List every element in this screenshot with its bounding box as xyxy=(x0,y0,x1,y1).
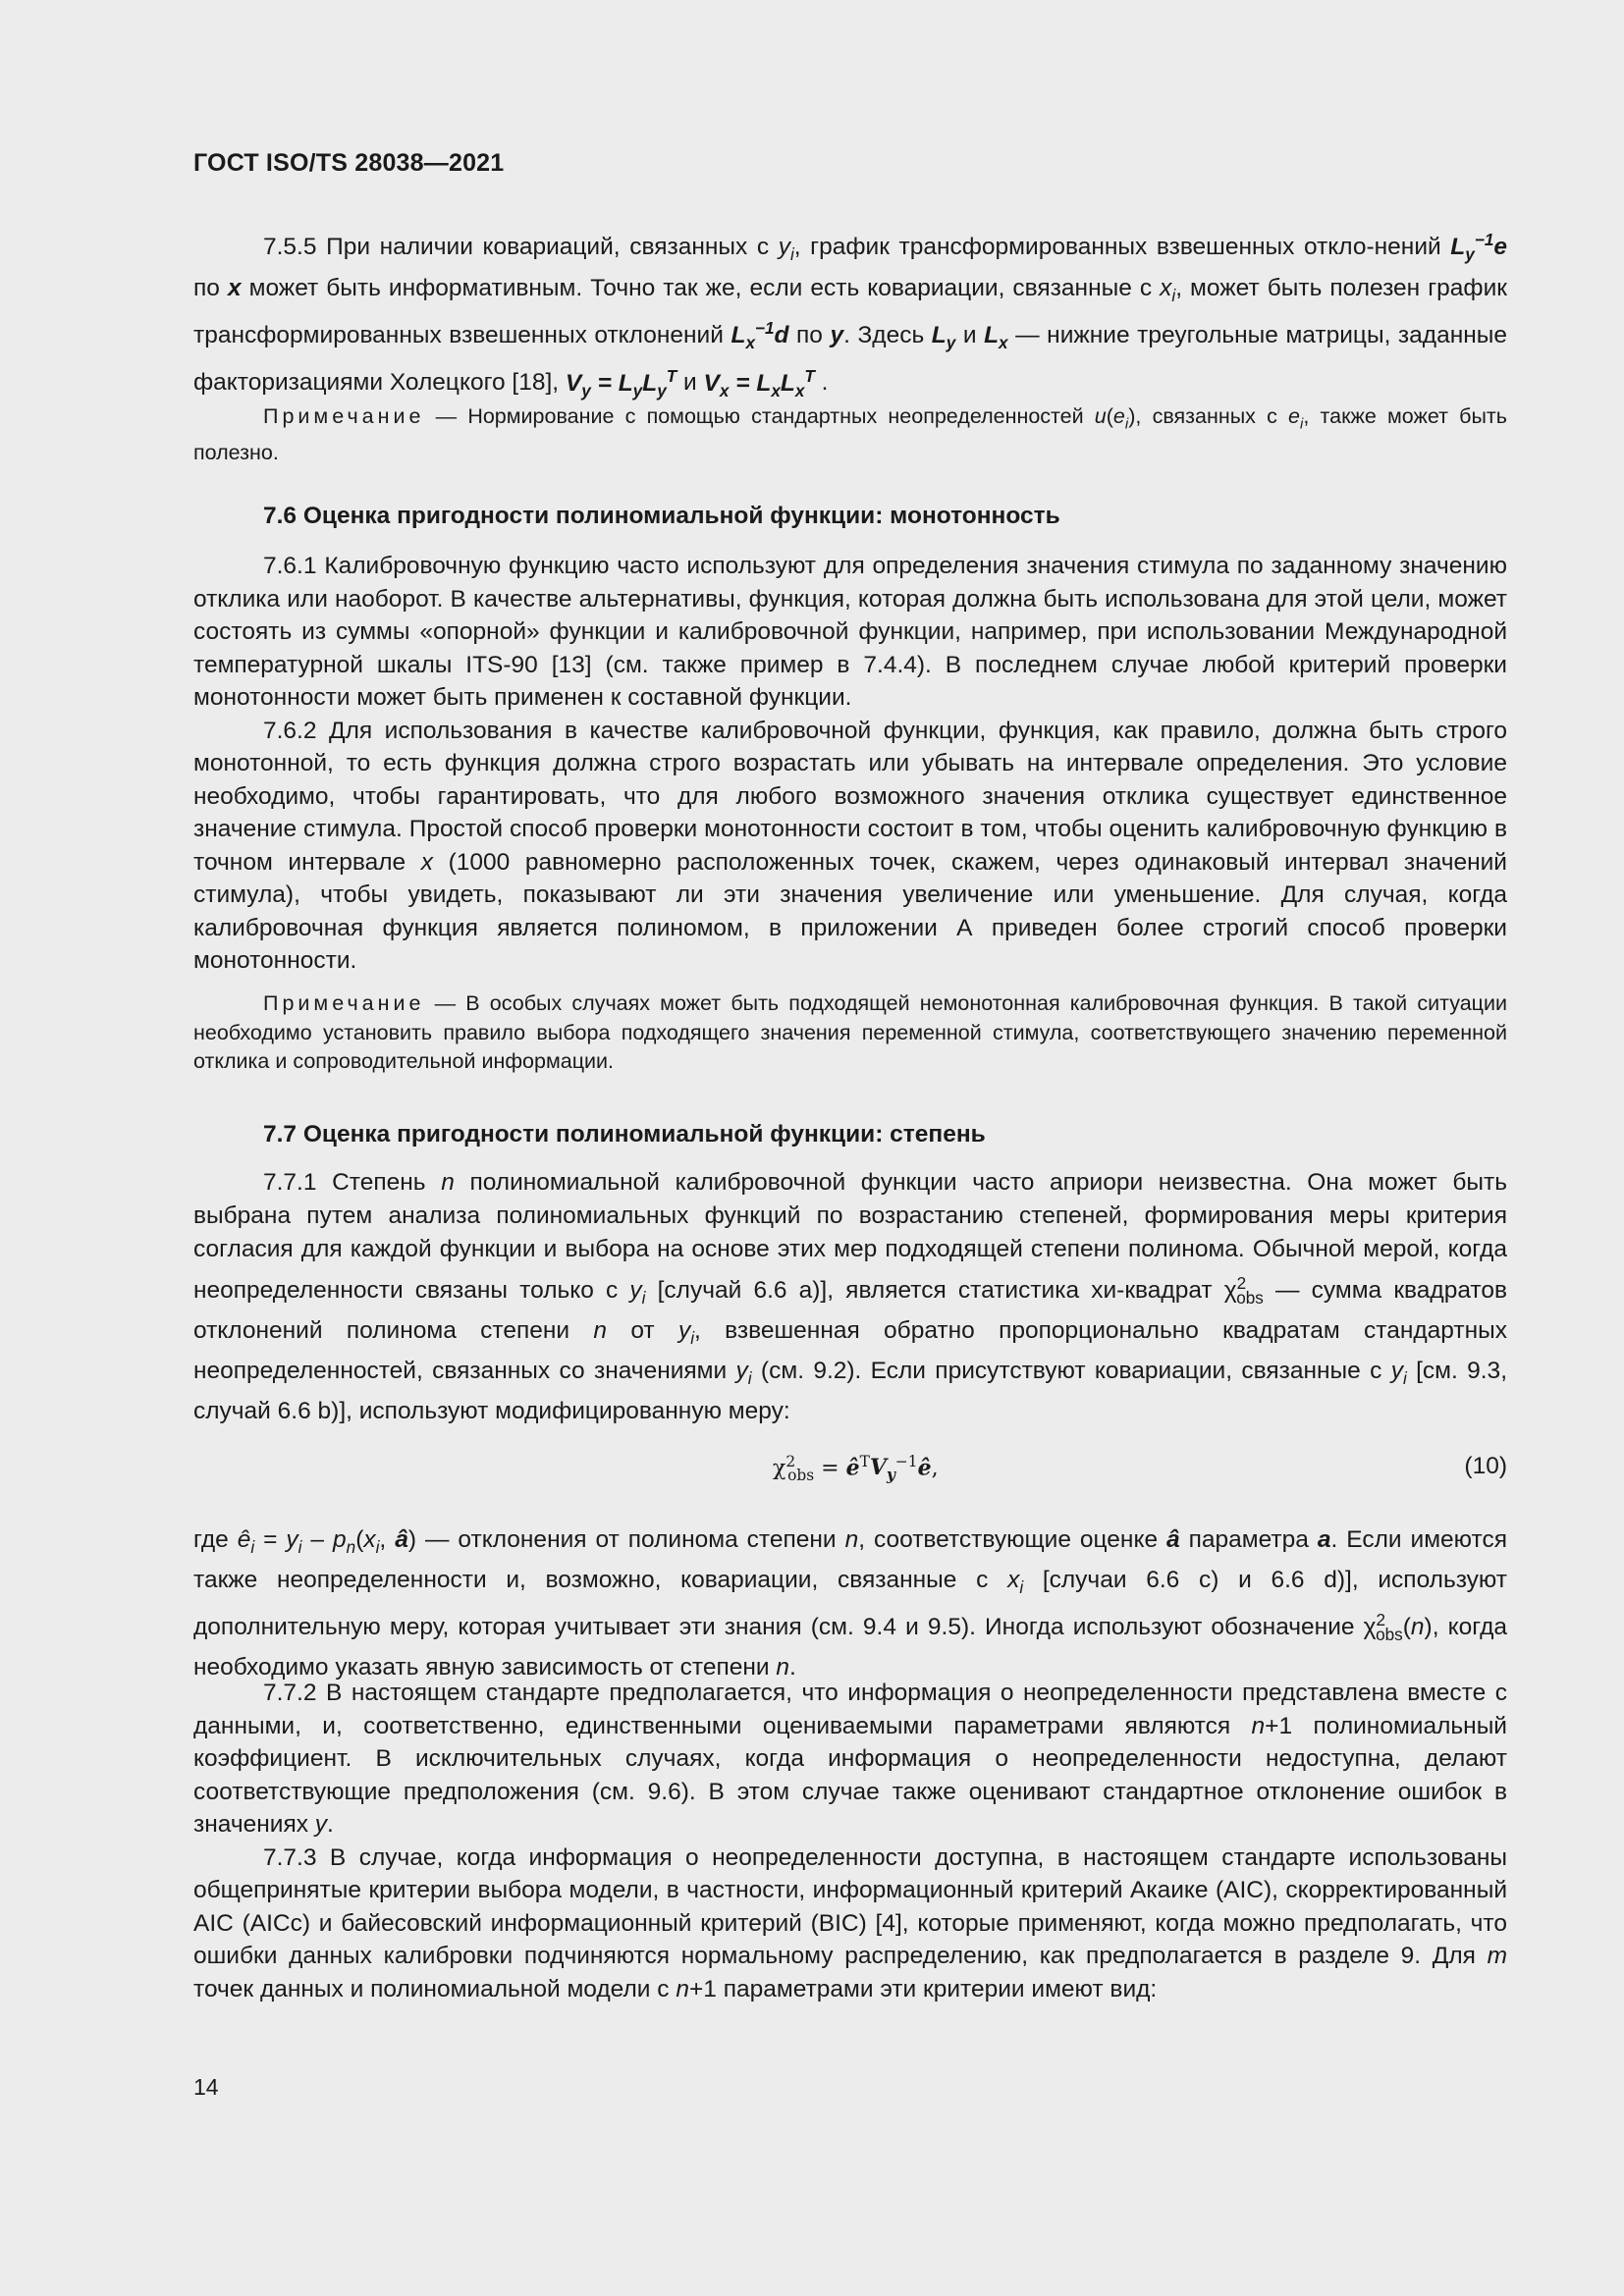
document-header: ГОСТ ISO/TS 28038—2021 xyxy=(193,149,505,177)
note-2: Примечание — В особых случаях может быть подходящей немонотонная калибровочная функция. В такой ситуации необходимо установить правило выбора подходящего значения переменной стимула, соответствующего значению переменной отклика и сопроводительной информации. xyxy=(193,991,1507,1073)
section-7-6-heading: 7.6 Оценка пригодности полиномиальной функции: монотонность xyxy=(263,503,1060,529)
paragraph-where: где $ê_i = y_i - p_n(x_i$, â) — отклонения от полинома степени n, соответствующие оценке â параметра a. Если имеются также неопределенности и, возможно, ковариации, связанные с $x_i$ [случаи 6.6 c) и 6.6 d)], используют дополнительную меру, которая учитывает эти знания (см. 9.4 и 9.5). Иногда используют обозначение $\chi^2_{obs}(n)$, когда необходимо указать явную зависимость от степени n. xyxy=(193,1526,1507,1681)
chi-square-formula: $\chi^2_{obs}$ = $ê^TV_y^{-1}ê$, xyxy=(773,1453,939,1484)
equation-number: (10) xyxy=(1464,1453,1507,1479)
paragraph-7-7-2: 7.7.2 В настоящем стандарте предполагается, что информация о неопределенности представлена вместе с данными, и, соответственно, единственными оцениваемыми параметрами являются n+1 полиномиальный коэффициент. В исключительных случаях, когда информация о неопределенности недоступна, делают соответствующие предположения (см. 9.6). В этом случае также оценивают стандартное отклонение ошибок в значениях y. xyxy=(193,1680,1507,1838)
note-1: Примечание — Нормирование с помощью стандартных неопределенностей $u(e_i)$, связанных с $e_i$, также может быть полезно. xyxy=(193,404,1507,464)
paragraph-7-6-1: 7.6.1 Калибровочную функцию часто используют для определения значения стимула по заданному значению отклика или наоборот. В качестве альтернативы, функция, которая должна быть использована для этой цели, может состоять из суммы «опорной» функции и калибровочной функции, например, при использовании Международной температурной шкалы ITS-90 [13] (см. также пример в 7.4.4). В последнем случае любой критерий проверки монотонности может быть применен к составной функции. xyxy=(193,553,1507,711)
section-7-6-body xyxy=(193,550,1507,978)
section-7-7-heading: 7.7 Оценка пригодности полиномиальной функции: степень xyxy=(263,1121,986,1148)
paragraph-7-6-2: 7.6.2 Для использования в качестве калибровочной функции, функция, как правило, должна быть строго монотонной, то есть функция должна строго возрастать или убывать на интервале определения. Это условие необходимо, чтобы гарантировать, что для любого возможного значения отклика существует единственное значение стимула. Простой способ проверки монотонности состоит в том, чтобы оценить калибровочную функцию в точном интервале x (1000 равномерно расположенных точек, скажем, через одинаковый интервал значений стимула), чтобы увидеть, показывают ли эти значения увеличение или уменьшение. Для случая, когда калибровочная функция является полиномом, в приложении А приведен более строгий способ проверки монотонности. xyxy=(193,717,1507,974)
paragraph-7-7-1: 7.7.1 Степень n полиномиальной калибровочной функции часто априори неизвестна. Она может быть выбрана путем анализа полиномиальных функций по возрастанию степеней, формирования меры критерия согласия для каждой функции и выбора на основе этих мер подходящей степени полинома. Обычной мерой, когда неопределенности связаны только с $y_i$ [случай 6.6 a)], является статистика хи-квадрат $\chi^2_{obs}$ — сумма квадратов отклонений полинома степени n от $y_i$, взвешенная обратно пропорционально квадратам стандартных неопределенностей, связанных со значениями $y_i$ (см. 9.2). Если присутствуют ковариации, связанные с $y_i$ [см. 9.3, случай 6.6 b)], используют модифицированную меру: xyxy=(193,1169,1507,1424)
paragraph-7-7-3: 7.7.3 В случае, когда информация о неопределенности доступна, в настоящем стандарте использованы общепринятые критерии выбора модели, в частности, информационный критерий Акаике (AIC), скорректированный AIC (AICc) и байесовский информационный критерий (BIC) [4], которые применяют, когда можно предполагать, что ошибки данных калибровки подчиняются нормальному распределению, как предполагается в разделе 9. Для m точек данных и полиномиальной модели с n+1 параметрами эти критерии имеют вид: xyxy=(193,1843,1507,2002)
section-7-7-body xyxy=(193,1677,1507,2005)
paragraph-7-5-5: 7.5.5 При наличии ковариаций, связанных с $y_i$, график трансформированных взвешенных откло-нений $L_y^{-1}e$ по x может быть информативным. Точно так же, если есть ковариации, связанные с $x_i$, может быть полезен график трансформированных взвешенных отклонений $L_x^{-1}d$ по y. Здесь $L_y$ и $L_x$ — нижние треугольные матрицы, заданные факторизациями Холецкого [18], $V_y = L_yL_y^T$ и $V_x = L_xL_x^T$ . xyxy=(193,230,1507,400)
page-number: 14 xyxy=(193,2074,219,2100)
